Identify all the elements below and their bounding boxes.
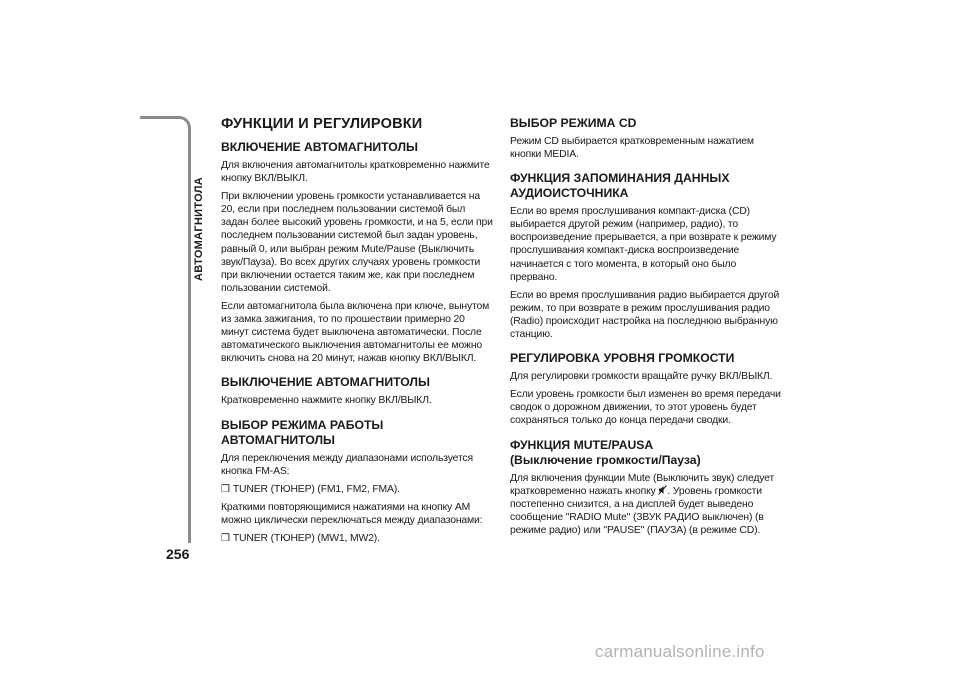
mode-bullet-1-text: TUNER (ТЮНЕР) (FM1, FM2, FMA).	[232, 483, 400, 495]
mode-paragraph-1: Для переключения между диапазонами используется кнопка FM-AS:	[221, 452, 473, 477]
page-number: 256	[166, 546, 190, 562]
checkbox-bullet-icon: ❒	[221, 532, 230, 544]
watermark: carmanualsonline.info	[595, 642, 765, 661]
power-off-paragraph: Кратковременно нажмите кнопку ВКЛ/ВЫКЛ.	[221, 395, 432, 407]
power-off-heading: ВЫКЛЮЧЕНИЕ АВТОМАГНИТОЛЫ	[221, 375, 430, 390]
mode-bullet-2	[221, 532, 493, 545]
volume-heading: РЕГУЛИРОВКА УРОВНЯ ГРОМКОСТИ	[510, 351, 735, 366]
right-column	[510, 116, 782, 542]
power-on-paragraph-1: Для включения автомагнитолы кратковременно нажмите кнопку ВКЛ/ВЫКЛ.	[221, 160, 490, 185]
section-tab: АВТОМАГНИТОЛА	[193, 177, 205, 281]
volume-paragraph-2: Если уровень громкости был изменен во время передачи сводок о дорожном движении, то этот уровень будет сохраняться только до конца передачи сводки.	[510, 389, 781, 427]
mode-bullet-2-text: TUNER (ТЮНЕР) (MW1, MW2).	[232, 532, 380, 544]
page-title: ФУНКЦИИ И РЕГУЛИРОВКИ	[221, 116, 423, 132]
mute-paragraph: Для включения функции Mute (Выключить звук) следует кратковременно нажать кнопку . Уровень громкости постепенно снизится, а на дисплей будет выведено сообщение "RADIO Mute" (ЗВУК РАДИО выключен) (в режиме радио) или "PAUSE" (ПАУЗА) (в режиме CD).	[510, 472, 775, 536]
cd-heading: ВЫБОР РЕЖИМА CD	[510, 116, 637, 130]
volume-paragraph-1: Для регулировки громкости вращайте ручку ВКЛ/ВЫКЛ.	[510, 371, 773, 383]
mute-heading: ФУНКЦИЯ MUTE/PAUSA (Выключение громкости/Пауза)	[510, 437, 701, 467]
mode-bullet-1	[221, 483, 493, 496]
power-on-paragraph-3: Если автомагнитола была включена при ключе, вынутом из замка зажигания, то по прошествии примерно 20 минут система будет выключена автоматически. После автоматического выключения автомагнитолы ее можно включить снова на 20 минут, нажав кнопку ВКЛ/ВЫКЛ.	[221, 300, 490, 365]
left-column	[221, 116, 493, 550]
power-on-heading: ВКЛЮЧЕНИЕ АВТОМАГНИТОЛЫ	[221, 140, 418, 154]
power-on-paragraph-2: При включении уровень громкости устанавливается на 20, если при последнем пользовании системой был задан более высокий уровень громкости, и на 5, если при последнем пользовании системой был задан уровень, равный 0, или выбран режим Mute/Pause (Выключить звук/Пауза). Во всех других случаях уровень громкости при включении остается таким же, как при последнем пользовании системой.	[221, 191, 493, 294]
memory-paragraph-2: Если во время прослушивания радио выбирается другой режим, то при возврате в режим прослушивания радио (Radio) происходит настройка на последнюю выбранную станцию.	[510, 289, 780, 341]
memory-paragraph-1: Если во время прослушивания компакт-диска (CD) выбирается другой режим (например, радио), то воспроизведение прерывается, а при возврате к режиму прослушивания компакт-диска воспроизведение начинается с того момента, в который оно было прервано.	[510, 206, 777, 283]
memory-heading: ФУНКЦИЯ ЗАПОМИНАНИЯ ДАННЫХ АУДИОИСТОЧНИКА	[510, 171, 730, 201]
mode-paragraph-2: Краткими повторяющимися нажатиями на кнопку AM можно циклически переключаться между диапазонами:	[221, 501, 483, 526]
margin-bracket	[140, 116, 191, 543]
cd-paragraph: Режим CD выбирается кратковременным нажатием кнопки MEDIA.	[510, 136, 754, 161]
checkbox-bullet-icon: ❒	[221, 483, 230, 495]
mode-heading: ВЫБОР РЕЖИМА РАБОТЫ АВТОМАГНИТОЛЫ	[221, 417, 384, 447]
